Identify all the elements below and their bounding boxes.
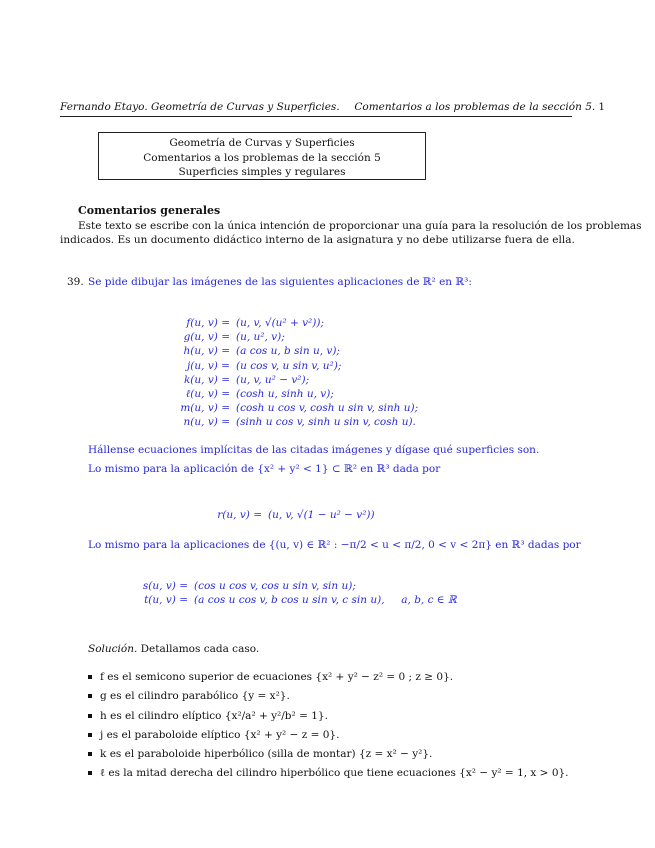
map-row-h: h(u, v) = (a cos u, b sin u, v); [183, 345, 340, 358]
map-row-m: m(u, v) = (cosh u cos v, cosh u sin v, sinh u); [180, 402, 419, 415]
header-rule [60, 116, 572, 117]
title-line-topic: Superficies simples y regulares [178, 166, 346, 178]
solution-bullet-h: h es el cilindro elíptico {x²/a² + y²/b² = 1}. [100, 710, 328, 722]
map-row-f: f(u, v) = (u, v, √(u² + v²)); [186, 317, 324, 329]
map-row-k: k(u, v) = (u, v, u² − v²); [183, 373, 310, 386]
solution-bullet-f: f es el semicono superior de ecuaciones {x² + y² − z² = 0 ; z ≥ 0}. [100, 671, 454, 683]
header-right: Comentarios a los problemas de la sección 5. [354, 101, 596, 113]
solution-bullet-k: k es el paraboloide hiperbólico (silla de montar) {z = x² − y²}. [100, 748, 433, 760]
map-list [170, 316, 418, 430]
header-left: Fernando Etayo. Geometría de Curvas y Superficies. [60, 101, 340, 113]
map-row-n: n(u, v) = (sinh u cos v, sinh u sin v, cosh u). [183, 416, 416, 429]
map-row-g: g(u, v) = (u, u², v); [183, 331, 285, 344]
title-box [98, 132, 426, 180]
page-number: 1 [598, 101, 605, 113]
solution-bullet-l: ℓ es la mitad derecha del cilindro hiperbólico que tiene ecuaciones {x² − y² = 1, x > 0}. [100, 767, 569, 779]
map-row-t: t(u, v) = (a cos u cos v, b cos u sin v, c sin u), a, b, c ∈ ℝ [144, 594, 457, 607]
same-for-s-t: Lo mismo para la aplicaciones de {(u, v) ∈ ℝ² : −π/2 < u < π/2, 0 < v < 2π} en ℝ³ dadas por [88, 539, 581, 551]
general-line-2: indicados. Es un documento didáctico interno de la asignatura y no debe utilizarse fuera de ella. [60, 234, 575, 246]
s-t-maps [128, 579, 457, 607]
solution-bullet-g: g es el cilindro parabólico {y = x²}. [100, 690, 290, 702]
map-row-j: j(u, v) = (u cos v, u sin v, u²); [187, 359, 342, 372]
map-row-l: ℓ(u, v) = (cosh u, sinh u, v); [185, 388, 334, 401]
problem-number: 39. [67, 276, 84, 288]
map-row-s: s(u, v) = (cos u cos v, cos u sin v, sin u); [142, 580, 356, 592]
problem-statement: Se pide dibujar las imágenes de las siguientes aplicaciones de ℝ² en ℝ³: [88, 276, 472, 288]
same-for-r: Lo mismo para la aplicación de {x² + y² < 1} ⊂ ℝ² en ℝ³ dada por [88, 463, 441, 475]
title-line-comments: Comentarios a los problemas de la sección 5 [143, 151, 381, 164]
implicit-question: Hállense ecuaciones implícitas de las citadas imágenes y dígase qué superficies son. [88, 444, 540, 456]
solution-intro: Solución. Detallamos cada caso. [88, 643, 260, 655]
r-map: r(u, v) = (u, v, √(1 − u² − v²)) [217, 509, 375, 521]
running-header [60, 101, 605, 113]
general-line-1: Este texto se escribe con la única intención de proporcionar una guía para la resolución de los problemas [78, 220, 642, 232]
solution-bullet-j: j es el paraboloide elíptico {x² + y² − z = 0}. [100, 729, 340, 741]
title-line-course: Geometría de Curvas y Superficies [169, 137, 355, 149]
solution-label: Solución. [88, 643, 138, 655]
general-heading: Comentarios generales [78, 204, 221, 217]
